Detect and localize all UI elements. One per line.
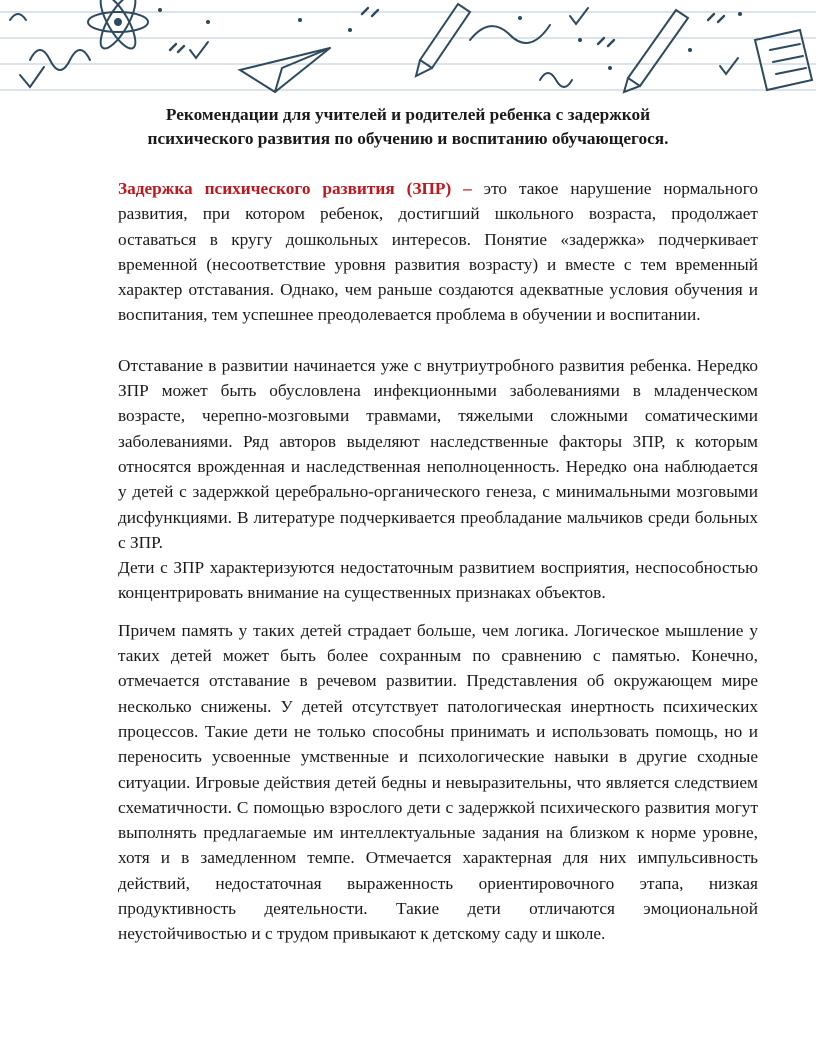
paragraph-memory: Причем память у таких детей страдает больше, чем логика. Логическое мышление у таких детей может быть более сохранным по сравнению с памятью. Конечно, отмечается отставание в речевом развитии. Представления об окружающем мире несколько снижены. У детей отсутствует патологическая инертность психических процессов. Такие дети не только способны принимать и использовать помощь, но и переносить усвоенные умственные и психологические навыки в другие сходные ситуации. Игровые действия детей бедны и невыразительны, что является следствием схематичности. С помощью взрослого дети с задержкой психического развития могут выполнять предлагаемые им интеллектуальные задания на близком к норме уровне, хотя и в замедленном темпе. Отмечается характерная для них импульсивность действий, недостаточная выраженность ориентировочного этапа, низкая продуктивность деятельности. Такие дети отличаются эмоциональной неустойчивостью и с трудом привыкают к детскому саду и школе. [118, 620, 758, 944]
header-doodle-banner [0, 0, 816, 96]
check-mark-decoration [720, 58, 738, 74]
check-mark-decoration [190, 42, 208, 58]
document-title [100, 103, 716, 151]
notepad-icon [755, 30, 812, 90]
squiggle-decoration [540, 73, 572, 87]
check-mark-decoration [570, 8, 588, 24]
paper-plane-icon [240, 48, 330, 92]
paragraph-definition-text: это такое нарушение нормального развития, при котором ребенок, достигший школьного возраста, продолжает оставаться в кругу дошкольных интересов. Понятие «задержка» подчеркивает временной (несоответствие уровня развития возрасту) и вместе с тем временный характер отставания. Однако, чем раньше создаются адекватные условия обучения и воспитания, тем успешнее преодолевается проблема в обучении и воспитании. [118, 179, 758, 325]
squiggle-decoration [10, 14, 26, 20]
notebook-lines [0, 12, 816, 90]
check-mark-decoration [20, 67, 44, 87]
highlighted-term: Задержка психического развития (ЗПР) – [118, 179, 472, 198]
pencil-icon [416, 4, 470, 76]
atom-icon [88, 0, 148, 53]
squiggle-decoration [470, 25, 550, 43]
title-line-2: психического развития по обучению и воспитанию обучающегося. [147, 129, 669, 148]
title-line-1: Рекомендации для учителей и родителей ребенка с задержкой [165, 105, 651, 124]
paragraph-perception: Дети с ЗПР характеризуются недостаточным развитием восприятия, неспособностью концентрировать внимание на существенных признаках объектов. [118, 558, 758, 603]
squiggle-decoration [30, 50, 90, 70]
pen-icon [624, 10, 688, 92]
paragraph-causes: Отставание в развитии начинается уже с внутриутробного развития ребенка. Нередко ЗПР может быть обусловлена инфекционными заболеваниями в младенческом возрасте, черепно-мозговыми травмами, тяжелыми сложными соматическими заболеваниями. Ряд авторов выделяют наследственные факторы ЗПР, к которым относятся врожденная и наследственная неполноценность. Нередко она наблюдается у детей с задержкой церебрально-органического генеза, с минимальными мозговыми дисфункциями. В литературе подчеркивается преобладание мальчиков среди больных с ЗПР. [118, 355, 758, 552]
paragraph-definition [118, 176, 758, 328]
document-body [118, 176, 758, 947]
